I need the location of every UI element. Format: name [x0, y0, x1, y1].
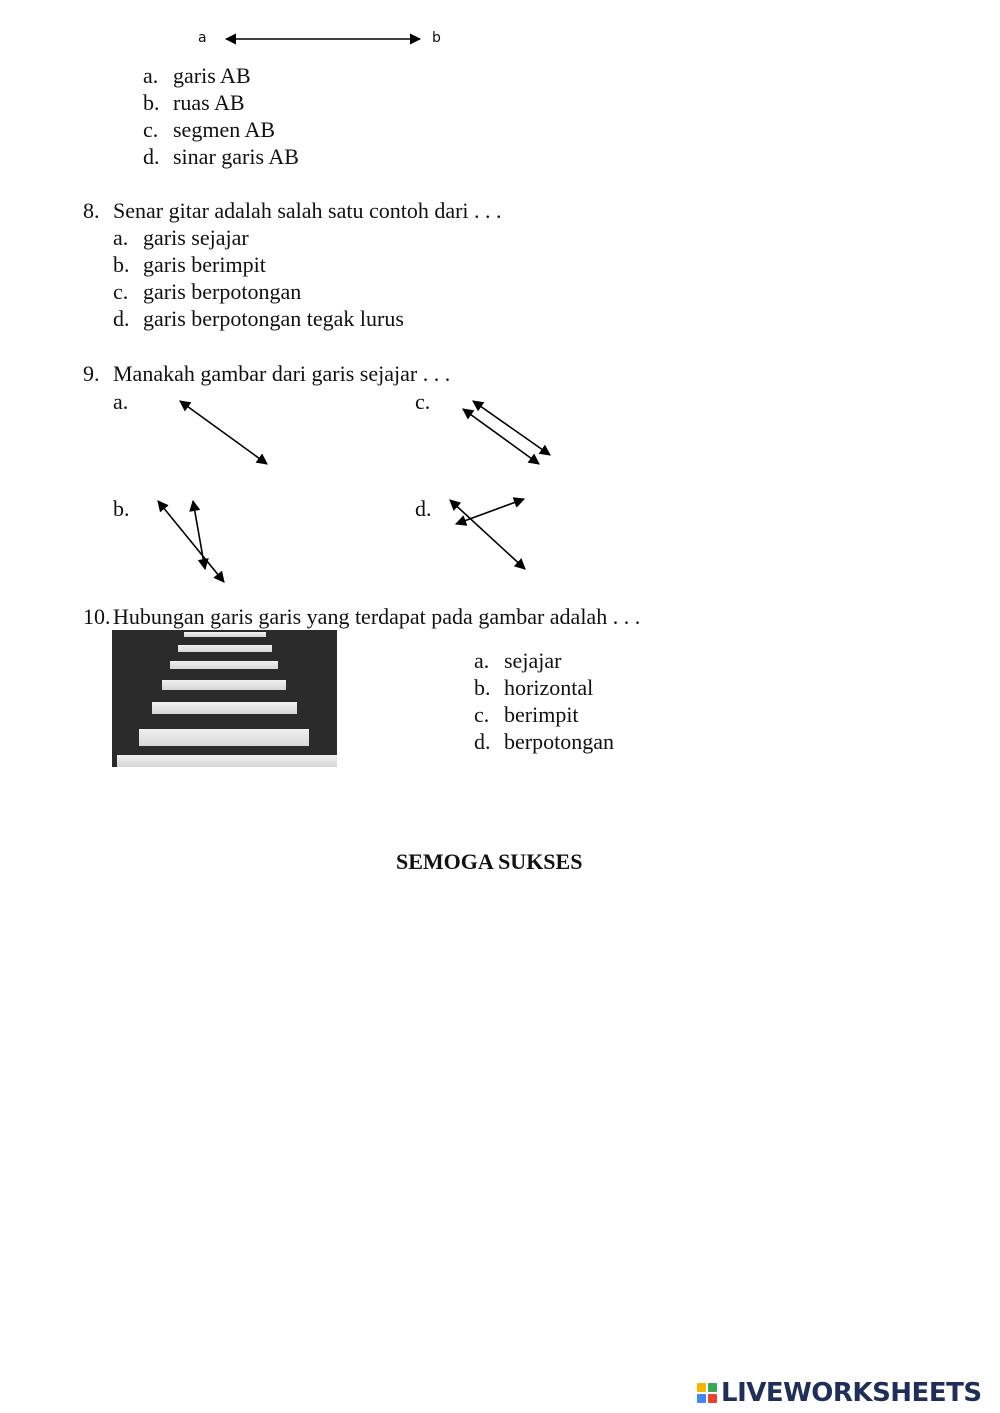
q9a-line	[180, 401, 267, 464]
option-text: garis berpotongan	[143, 279, 302, 304]
q8-option-b[interactable]	[113, 251, 266, 278]
option-text: garis sejajar	[143, 225, 249, 250]
option-letter: a.	[474, 648, 490, 673]
q8-option-c[interactable]	[113, 278, 301, 305]
option-text: garis berpotongan tegak lurus	[143, 306, 404, 331]
option-letter: d.	[143, 144, 160, 169]
option-text: berpotongan	[504, 729, 614, 754]
option-letter: c.	[474, 702, 490, 727]
zebra-crossing-photo	[112, 630, 337, 767]
option-letter: c.	[113, 279, 129, 304]
q9-question	[83, 360, 450, 387]
q7-point-b-label: b	[432, 30, 441, 46]
q9d-line-1	[450, 500, 525, 569]
option-text: garis berimpit	[143, 252, 266, 277]
q10-option-d[interactable]	[474, 728, 614, 755]
option-letter: a.	[143, 63, 159, 88]
logo-text: LIVEWORKSHEETS	[721, 1378, 982, 1408]
option-letter: a.	[113, 225, 129, 250]
q10-option-b[interactable]	[474, 674, 593, 701]
option-text: berimpit	[504, 702, 579, 727]
logo-block	[708, 1394, 717, 1403]
question-number: 10.	[83, 604, 111, 629]
question-text: Manakah gambar dari garis sejajar . . .	[113, 361, 451, 386]
question-number: 8.	[83, 198, 100, 223]
option-text: ruas AB	[173, 90, 245, 115]
option-text: sejajar	[504, 648, 562, 673]
option-text: garis AB	[173, 63, 251, 88]
q8-option-d[interactable]	[113, 305, 404, 332]
q7-point-a-label: a	[198, 30, 207, 46]
q10-question	[83, 603, 640, 630]
q9-option-a[interactable]: a.	[113, 389, 129, 414]
logo-blocks-icon	[697, 1383, 717, 1403]
option-text: sinar garis AB	[173, 144, 299, 169]
question-number: 9.	[83, 361, 100, 386]
option-letter: b.	[474, 675, 491, 700]
q8-option-a[interactable]	[113, 224, 249, 251]
logo-block	[697, 1394, 706, 1403]
question-text: Senar gitar adalah salah satu contoh dari . . .	[113, 198, 502, 223]
logo-block	[697, 1383, 706, 1392]
q10-option-a[interactable]	[474, 647, 561, 674]
q7-option-b[interactable]	[143, 89, 245, 116]
q8-question	[83, 197, 502, 224]
q9-option-b[interactable]: b.	[113, 496, 130, 521]
liveworksheets-logo[interactable]	[697, 1378, 982, 1408]
option-text: horizontal	[504, 675, 594, 700]
option-letter: d.	[474, 729, 491, 754]
option-letter: d.	[113, 306, 130, 331]
option-text: segmen AB	[173, 117, 276, 142]
q7-option-c[interactable]	[143, 116, 275, 143]
q9-option-d[interactable]: d.	[415, 496, 432, 521]
q9b-line-2	[193, 501, 205, 569]
q9c-line-2	[463, 409, 539, 464]
q7-option-a[interactable]	[143, 62, 251, 89]
q9-option-c[interactable]: c.	[415, 389, 431, 414]
q10-option-c[interactable]	[474, 701, 579, 728]
logo-block	[708, 1383, 717, 1392]
option-letter: b.	[143, 90, 160, 115]
q9c-line-1	[473, 401, 550, 455]
q9b-line-1	[158, 501, 224, 582]
closing-title: SEMOGA SUKSES	[396, 849, 583, 874]
option-letter: c.	[143, 117, 159, 142]
q7-option-d[interactable]	[143, 143, 299, 170]
question-text: Hubungan garis garis yang terdapat pada gambar adalah . . .	[113, 604, 641, 629]
q9d-line-2	[456, 499, 524, 524]
option-letter: b.	[113, 252, 130, 277]
